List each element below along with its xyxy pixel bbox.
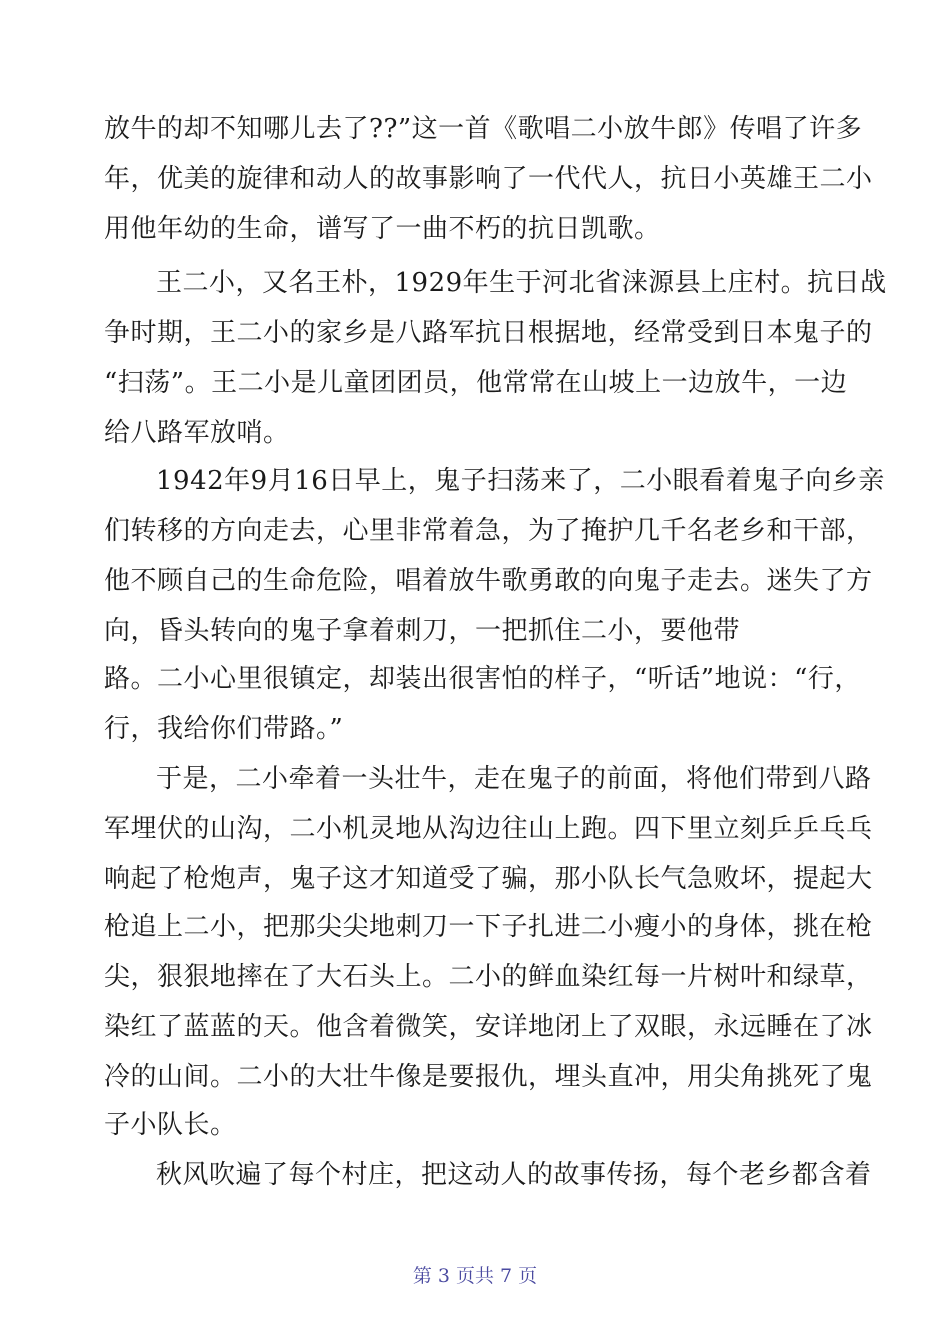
text-line: 染红了蓝蓝的天。他含着微笑，安详地闭上了双眼，永远睡在了冰 (104, 1012, 873, 1042)
text-line: 响起了枪炮声，鬼子这才知道受了骗，那小队长气急败坏，提起大 (104, 864, 873, 894)
text-line: 子小队长。 (104, 1110, 237, 1140)
text-line: 给八路军放哨。 (104, 418, 290, 448)
text-line: 年，优美的旋律和动人的故事影响了一代代人，抗日小英雄王二小 (104, 164, 873, 194)
text-line: 枪追上二小，把那尖尖地刺刀一下子扎进二小瘦小的身体，挑在枪 (104, 912, 873, 942)
text-line: 行，我给你们带路。” (104, 714, 344, 744)
page-number: 第 3 页共 7 页 (412, 1265, 538, 1287)
text-line: “扫荡”。王二小是儿童团团员，他常常在山坡上一边放牛，一边 (104, 368, 848, 398)
text-line: 路。二小心里很镇定，却装出很害怕的样子，“听话”地说：“行， (104, 664, 861, 694)
text-line: 争时期，王二小的家乡是八路军抗日根据地，经常受到日本鬼子的 (104, 318, 873, 348)
text-line: 于是，二小牵着一头壮牛，走在鬼子的前面，将他们带到八路 (156, 764, 872, 794)
text-line: 他不顾自己的生命危险，唱着放牛歌勇敢的向鬼子走去。迷失了方 (104, 566, 873, 596)
text-line: 们转移的方向走去，心里非常着急，为了掩护几千名老乡和干部， (104, 516, 873, 546)
text-line: 1942年9月16日早上，鬼子扫荡来了，二小眼看着鬼子向乡亲 (156, 466, 885, 496)
text-line: 向，昏头转向的鬼子拿着刺刀，一把抓住二小，要他带 (104, 616, 741, 646)
text-line: 尖，狠狠地摔在了大石头上。二小的鲜血染红每一片树叶和绿草， (104, 962, 873, 992)
text-line: 放牛的却不知哪儿去了??”这一首《歌唱二小放牛郎》传唱了许多 (104, 114, 863, 144)
text-line: 用他年幼的生命，谱写了一曲不朽的抗日凯歌。 (104, 214, 661, 244)
text-line: 冷的山间。二小的大壮牛像是要报仇，埋头直冲，用尖角挑死了鬼 (104, 1062, 873, 1092)
page-footer (0, 1264, 950, 1288)
text-line: 秋风吹遍了每个村庄，把这动人的故事传扬，每个老乡都含着 (156, 1160, 872, 1190)
text-line: 王二小，又名王朴，1929年生于河北省涞源县上庄村。抗日战 (156, 268, 887, 298)
text-line: 军埋伏的山沟，二小机灵地从沟边往山上跑。四下里立刻乒乒乓乓 (104, 814, 873, 844)
